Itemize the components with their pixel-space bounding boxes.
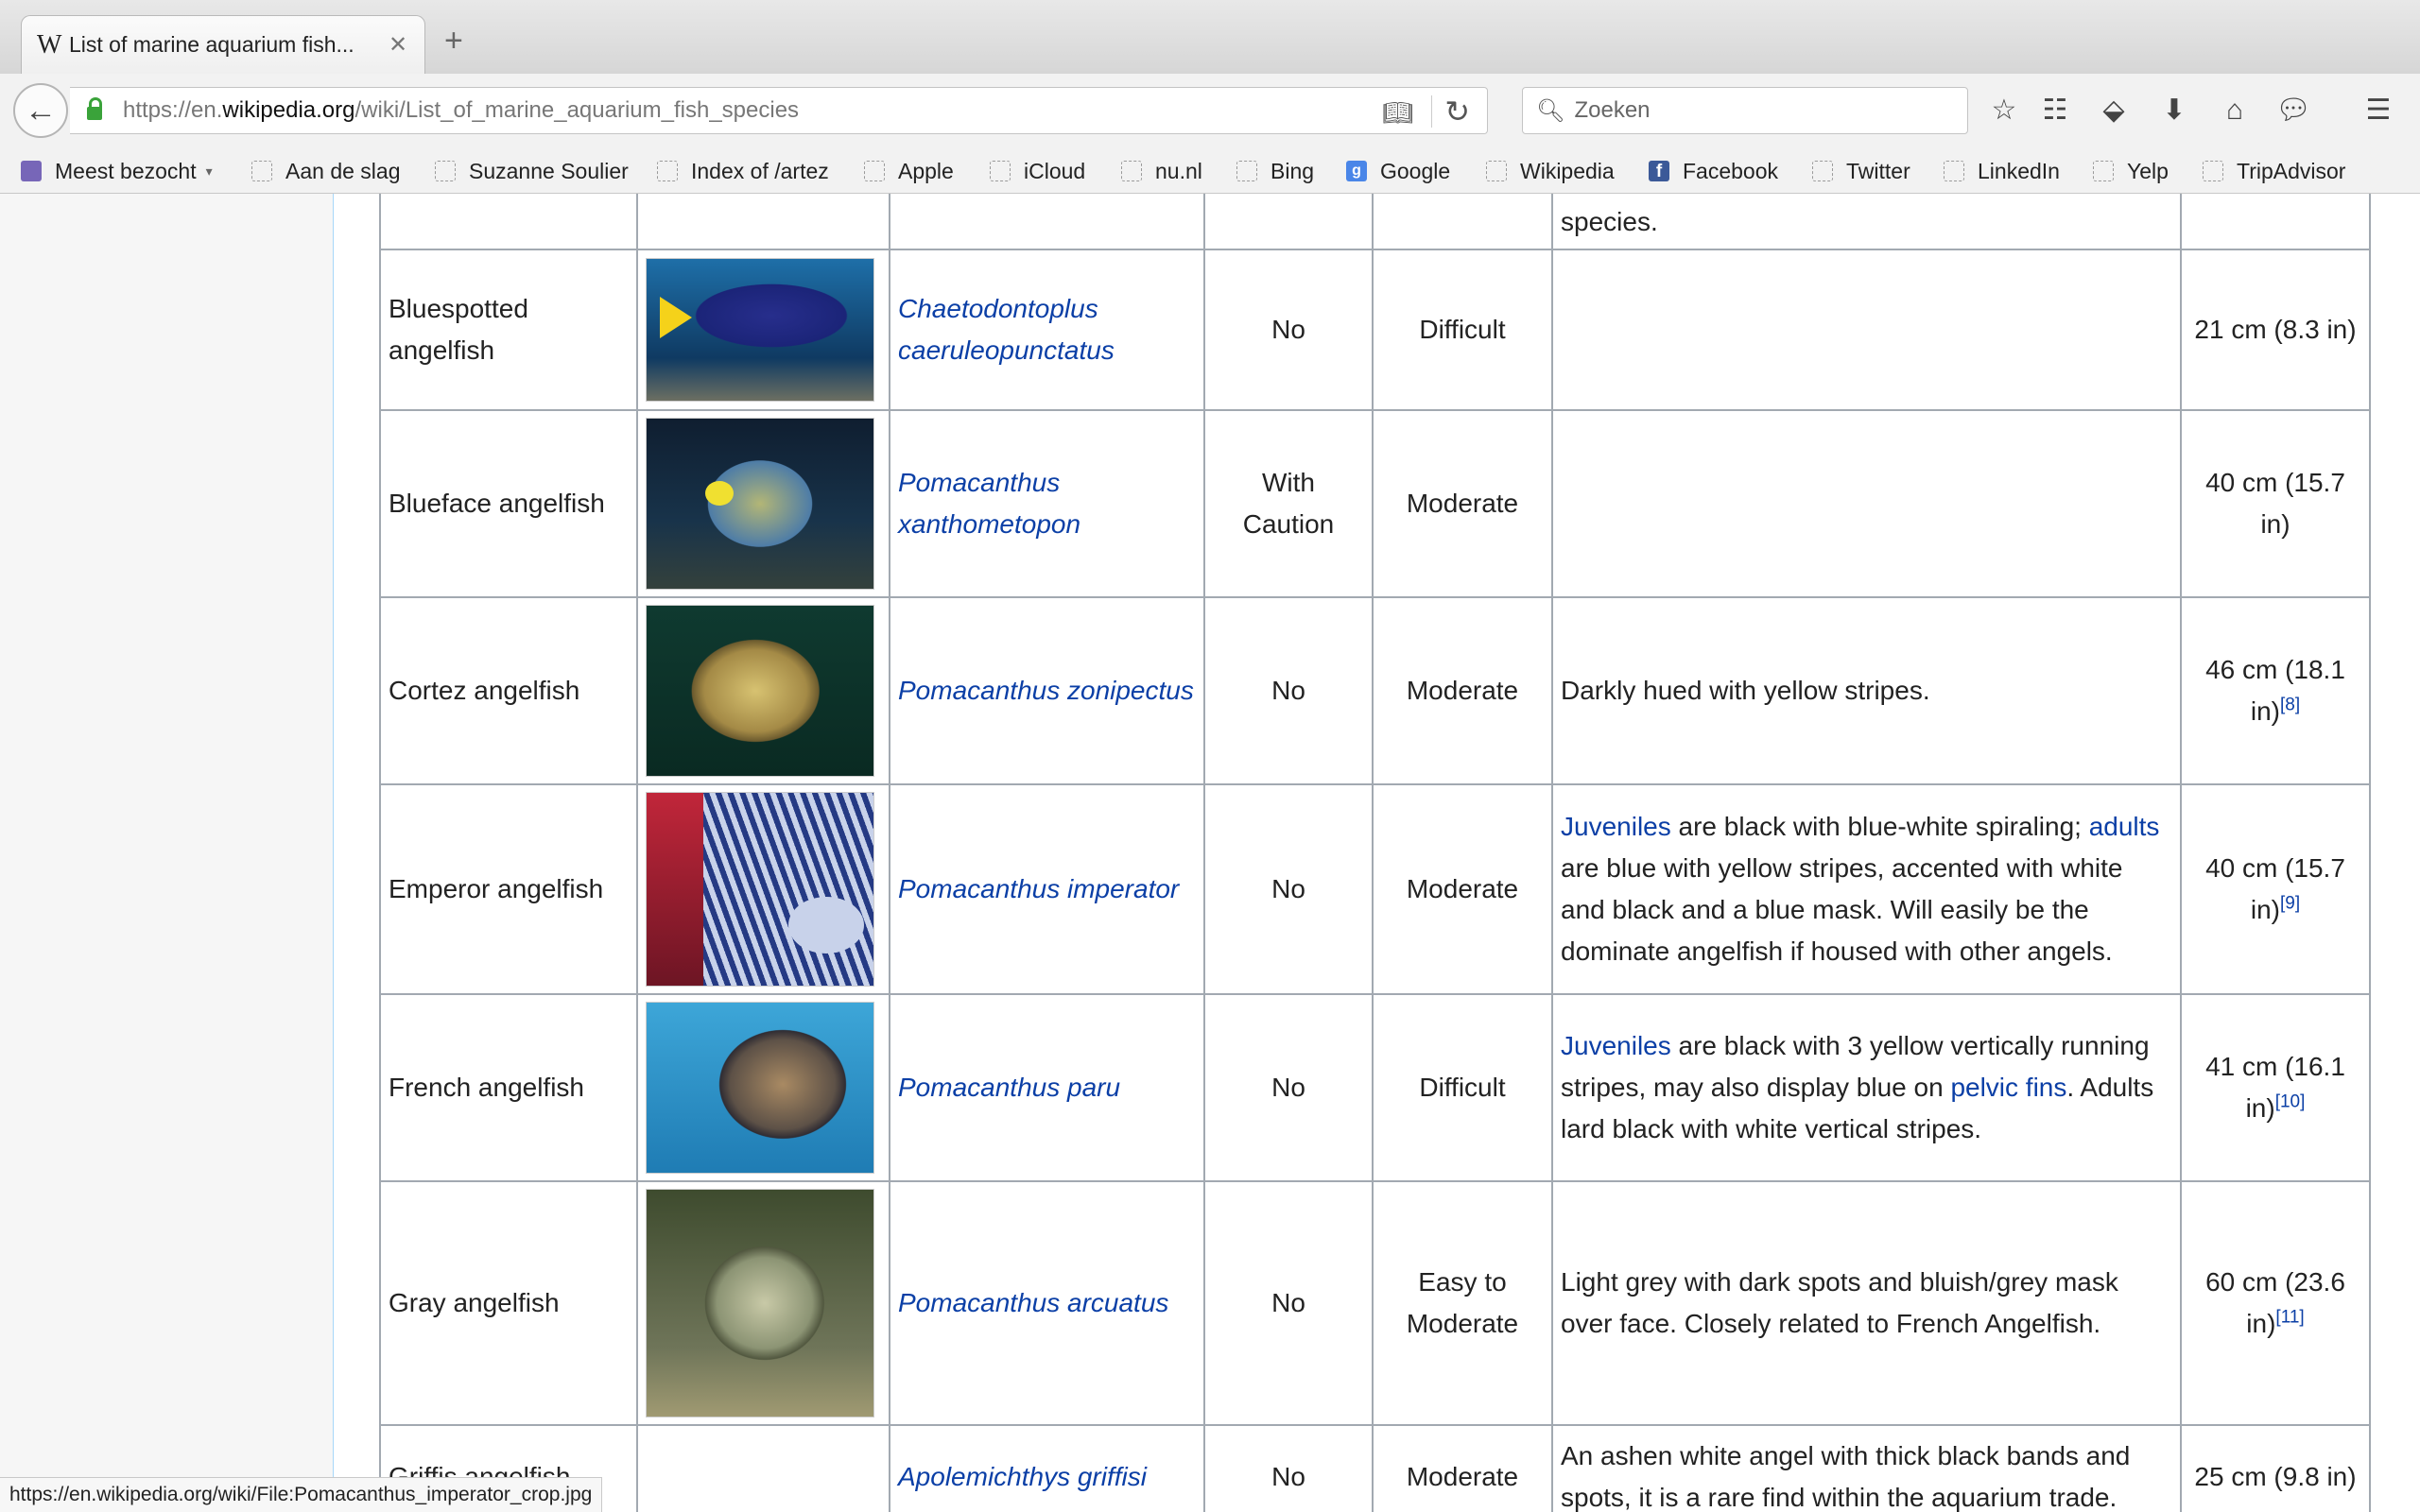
- reef-safe: No: [1204, 597, 1373, 784]
- url-separator: [1431, 95, 1432, 128]
- search-icon: 🔍︎: [1536, 97, 1565, 124]
- bookmark-tripadvisor[interactable]: TripAdvisor: [2203, 155, 2345, 187]
- web-page: [0, 194, 2420, 1512]
- bookmark-icon: [1486, 161, 1507, 181]
- new-tab-button[interactable]: +: [444, 23, 463, 59]
- max-size: 46 cm (18.1 in)[8]: [2181, 597, 2370, 784]
- bookmark-icon: [435, 161, 456, 181]
- max-size: 40 cm (15.7 in): [2181, 410, 2370, 597]
- scientific-name-link[interactable]: Pomacanthus imperator: [898, 874, 1180, 903]
- care-level: Moderate: [1373, 410, 1552, 597]
- menu-icon[interactable]: ☰: [2365, 94, 2392, 126]
- navigation-toolbar: [0, 74, 2420, 149]
- reload-icon[interactable]: ↻: [1444, 94, 1470, 129]
- reef-safe: With Caution: [1204, 410, 1373, 597]
- download-icon[interactable]: ⬇: [2162, 94, 2187, 126]
- bookmark-facebook[interactable]: f Facebook: [1649, 155, 1778, 187]
- bookmark-nu-nl[interactable]: nu.nl: [1121, 155, 1202, 187]
- notes-cell: Juveniles are black with 3 yellow vertically running stripes, may also display blue on pelvic fins. Adults lard black with white vertical stripes.: [1552, 994, 2181, 1181]
- back-button[interactable]: [13, 83, 68, 138]
- scientific-name-link[interactable]: Pomacanthus xanthometopon: [898, 468, 1081, 539]
- scientific-name-link[interactable]: Pomacanthus arcuatus: [898, 1288, 1169, 1317]
- reef-safe: No: [1204, 784, 1373, 994]
- juveniles-link[interactable]: Juveniles: [1561, 812, 1671, 841]
- chat-icon[interactable]: 💬︎: [2274, 94, 2312, 126]
- max-size: 60 cm (23.6 in)[11]: [2181, 1181, 2370, 1425]
- care-level: Difficult: [1373, 994, 1552, 1181]
- url-bar[interactable]: [70, 87, 1488, 134]
- google-icon: g: [1346, 161, 1367, 181]
- bookmarks-list-icon[interactable]: ☷: [2042, 94, 2068, 126]
- bookmark-icon: [251, 161, 272, 181]
- search-input[interactable]: [1572, 96, 1954, 125]
- bookmark-apple[interactable]: Apple: [864, 155, 954, 187]
- back-arrow-icon: ←: [25, 92, 57, 129]
- bookmark-index-of-artez[interactable]: Index of /artez: [657, 155, 829, 187]
- bookmark-aan-de-slag[interactable]: Aan de slag: [251, 155, 400, 187]
- photo-cell: [637, 1425, 890, 1512]
- reef-safe: No: [1204, 249, 1373, 410]
- fish-photo[interactable]: [646, 1189, 874, 1418]
- bookmark-linkedin[interactable]: LinkedIn: [1944, 155, 2060, 187]
- max-size: 41 cm (16.1 in)[10]: [2181, 994, 2370, 1181]
- bookmark-yelp[interactable]: Yelp: [2093, 155, 2169, 187]
- reef-safe: No: [1204, 1425, 1373, 1512]
- care-level: Easy to Moderate: [1373, 1181, 1552, 1425]
- bookmark-bing[interactable]: Bing: [1236, 155, 1314, 187]
- pocket-icon[interactable]: ⬙: [2102, 94, 2125, 126]
- table-row: [380, 784, 2370, 994]
- bookmark-icon: [864, 161, 885, 181]
- bookmark-icon: [1236, 161, 1257, 181]
- search-bar[interactable]: [1522, 87, 1968, 134]
- notes-cell: Light grey with dark spots and bluish/grey mask over face. Closely related to French Angelfish.: [1552, 1181, 2181, 1425]
- bookmark-icon: [2203, 161, 2223, 181]
- table-row: [380, 994, 2370, 1181]
- max-size: 21 cm (8.3 in): [2181, 249, 2370, 410]
- url-text[interactable]: [123, 97, 799, 124]
- bookmark-icon: [1944, 161, 1964, 181]
- fish-photo[interactable]: [646, 258, 874, 402]
- pelvic-fins-link[interactable]: pelvic fins: [1950, 1073, 2067, 1102]
- bookmark-wikipedia[interactable]: Wikipedia: [1486, 155, 1615, 187]
- reference-link[interactable]: [8]: [2280, 695, 2301, 715]
- notes-cell: An ashen white angel with thick black bands and spots, it is a rare find within the aquarium trade.: [1552, 1425, 2181, 1512]
- care-level: Moderate: [1373, 784, 1552, 994]
- reef-safe: No: [1204, 1181, 1373, 1425]
- common-name: French angelfish: [380, 994, 637, 1181]
- photo-cell: [637, 784, 890, 994]
- bookmark-most-visited[interactable]: Meest bezocht ▾: [21, 155, 213, 187]
- star-bookmark-icon[interactable]: ☆: [1991, 94, 2017, 126]
- table-row: [380, 1425, 2370, 1512]
- common-name: Gray angelfish: [380, 1181, 637, 1425]
- bookmark-icon: [990, 161, 1011, 181]
- scientific-name-link[interactable]: Apolemichthys griffisi: [898, 1462, 1147, 1491]
- bookmarks-toolbar: [0, 149, 2420, 194]
- reef-safe: No: [1204, 994, 1373, 1181]
- url-path: /wiki/List_of_marine_aquarium_fish_species: [354, 97, 800, 123]
- table-row: [380, 597, 2370, 784]
- reference-link[interactable]: [11]: [2275, 1307, 2305, 1328]
- juveniles-link[interactable]: Juveniles: [1561, 1031, 1671, 1060]
- care-level: Moderate: [1373, 1425, 1552, 1512]
- reader-view-icon[interactable]: 📖︎: [1381, 98, 1413, 127]
- wiki-sidebar: [0, 194, 334, 1512]
- adults-link[interactable]: adults: [2088, 812, 2160, 841]
- scientific-name-link[interactable]: Pomacanthus paru: [898, 1073, 1121, 1102]
- fish-photo[interactable]: [646, 605, 874, 777]
- most-visited-icon: [21, 161, 42, 181]
- common-name: Blueface angelfish: [380, 410, 637, 597]
- bookmark-icon: [1121, 161, 1142, 181]
- active-tab[interactable]: [21, 15, 425, 74]
- max-size: 25 cm (9.8 in): [2181, 1425, 2370, 1512]
- bookmark-icon: [1812, 161, 1833, 181]
- table-row: [380, 249, 2370, 410]
- wiki-content: [334, 194, 2420, 1512]
- reference-link[interactable]: [9]: [2280, 893, 2301, 914]
- fish-photo[interactable]: [646, 418, 874, 590]
- table-row: [380, 410, 2370, 597]
- care-level: Moderate: [1373, 597, 1552, 784]
- photo-cell: [637, 1181, 890, 1425]
- url-prefix: https://en.: [123, 97, 223, 123]
- max-size: 40 cm (15.7 in)[9]: [2181, 784, 2370, 994]
- photo-cell: [637, 249, 890, 410]
- scientific-name-link[interactable]: Pomacanthus zonipectus: [898, 676, 1194, 705]
- scientific-name-link[interactable]: Chaetodontoplus caeruleopunctatus: [898, 294, 1115, 365]
- bookmark-google[interactable]: g Google: [1346, 155, 1450, 187]
- status-bar-url: https://en.wikipedia.org/wiki/File:Pomacanthus_imperator_crop.jpg: [0, 1477, 602, 1512]
- notes-cell: species.: [1552, 194, 2181, 249]
- tab-title: List of marine aquarium fish...: [69, 32, 354, 57]
- bookmark-icon: [2093, 161, 2114, 181]
- notes-cell: [1552, 249, 2181, 410]
- chevron-down-icon: ▾: [205, 163, 213, 179]
- common-name: Emperor angelfish: [380, 784, 637, 994]
- photo-cell: [637, 994, 890, 1181]
- bookmark-icloud[interactable]: iCloud: [990, 155, 1085, 187]
- wikipedia-w-icon: W: [37, 29, 62, 60]
- reference-link[interactable]: [10]: [2274, 1091, 2306, 1112]
- home-icon[interactable]: ⌂: [2225, 94, 2244, 126]
- url-host: wikipedia.org: [222, 97, 355, 123]
- fish-photo[interactable]: [646, 792, 874, 987]
- common-name: Cortez angelfish: [380, 597, 637, 784]
- notes-cell: Darkly hued with yellow stripes.: [1552, 597, 2181, 784]
- facebook-icon: f: [1649, 161, 1669, 181]
- photo-cell: [637, 597, 890, 784]
- care-level: Difficult: [1373, 249, 1552, 410]
- table-row: [380, 1181, 2370, 1425]
- species-table: [379, 194, 2371, 1512]
- close-tab-icon[interactable]: ✕: [388, 32, 408, 58]
- common-name: Bluespotted angelfish: [380, 249, 637, 410]
- photo-cell: [637, 410, 890, 597]
- fish-photo[interactable]: [646, 1002, 874, 1174]
- notes-cell: Juveniles are black with blue-white spiraling; adults are blue with yellow stripes, accented with white and black and a blue mask. Will easily be the dominate angelfish if housed with other angels.: [1552, 784, 2181, 994]
- notes-cell: [1552, 410, 2181, 597]
- bookmark-suzanne-soulier[interactable]: Suzanne Soulier: [435, 155, 629, 187]
- bookmark-icon: [657, 161, 678, 181]
- lock-icon: [87, 107, 102, 120]
- table-row-partial: [380, 194, 2370, 249]
- tab-strip: [0, 0, 2420, 75]
- bookmark-twitter[interactable]: Twitter: [1812, 155, 1910, 187]
